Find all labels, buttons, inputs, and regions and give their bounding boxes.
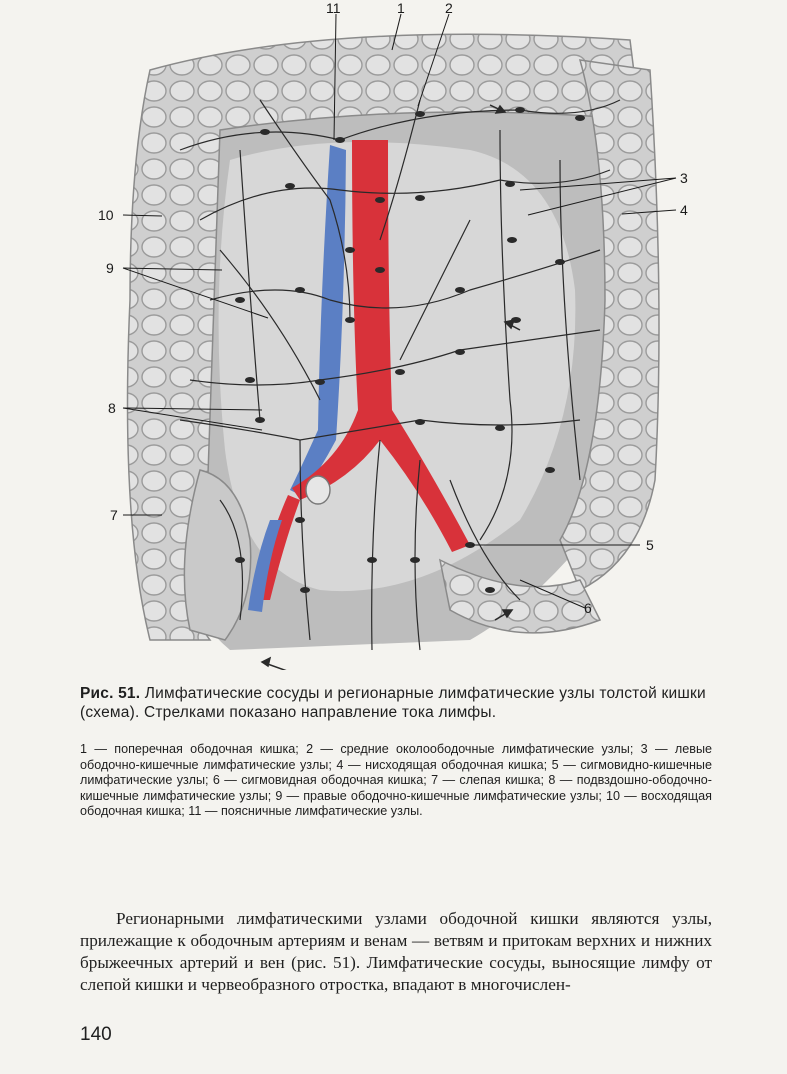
callout-10: 10 (98, 207, 114, 223)
callout-6: 6 (584, 600, 592, 616)
callout-3: 3 (680, 170, 688, 186)
figure-number: Рис. 51. (80, 685, 141, 702)
body-paragraph: Регионарными лимфатическими узлами ободочной кишки являются узлы, прилежащие к ободочным артериям и венам — ветвям и притокам верхних и нижних брыжеечных артерий и вен (рис. 51). Лимфатические сосуды, выносящие лимфу от слепой кишки и червеобразного отростка, впадают в многочислен- (80, 909, 712, 994)
callout-11: 11 (326, 0, 341, 16)
figure-caption (80, 684, 712, 722)
figure-legend: 1 — поперечная ободочная кишка; 2 — средние околоободочные лимфатические узлы; 3 — левые ободочно-кишечные лимфатические узлы; 4 — нисходящая ободочная кишка; 5 — сигмовидно-кишечные лимфатические узлы; 6 — сигмовидная ободочная кишка; 7 — слепая кишка; 8 — подвздошно-ободочно-кишечные лимфатические узлы; 9 — правые ободочно-кишечные лимфатические узлы; 10 — восходящая ободочная кишка; 11 — поясничные лимфатические узлы. (80, 742, 712, 819)
caption-title: Лимфатические сосуды и регионарные лимфатические узлы толстой кишки (схема). Стрелками показано направление тока лимфы. (80, 685, 706, 721)
callout-5: 5 (646, 537, 654, 553)
callout-4: 4 (680, 202, 688, 218)
callout-7: 7 (110, 507, 118, 523)
callout-9: 9 (106, 260, 114, 276)
page-number: 140 (80, 1024, 112, 1045)
callout-1: 1 (397, 0, 405, 16)
ureter-stump (306, 476, 330, 504)
callout-8: 8 (108, 400, 116, 416)
callout-2: 2 (445, 0, 453, 16)
